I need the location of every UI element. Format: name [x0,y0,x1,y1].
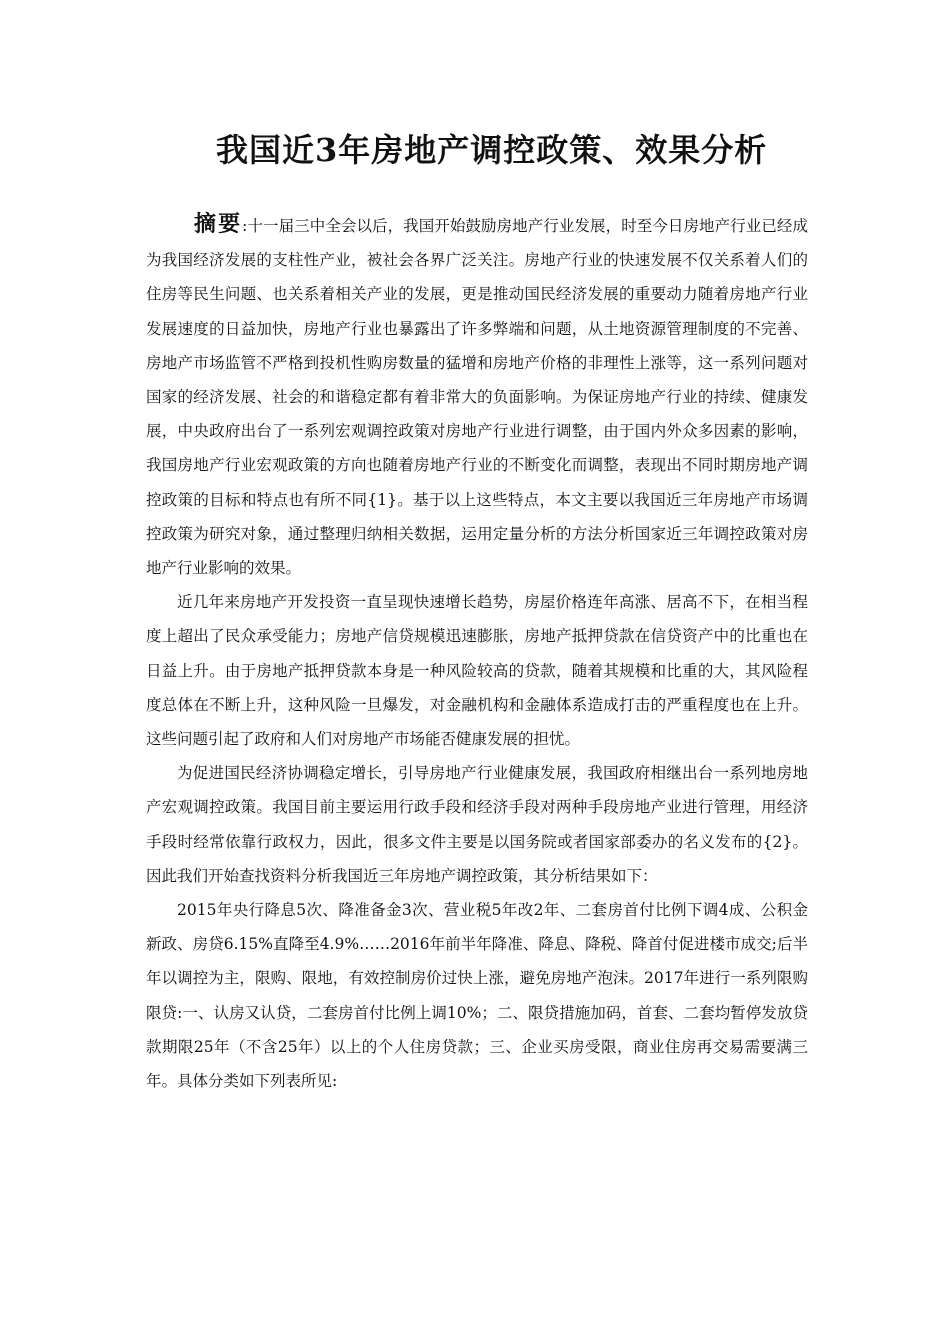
abstract-label: 摘要 [194,211,243,237]
document-body [146,207,808,1098]
body-paragraph-2: 为促进国民经济协调稳定增长，引导房地产行业健康发展，我国政府相继出台一系列地房地产宏观调控政策。我国目前主要运用行政手段和经济手段对两种手段房地产业进行管理，用经济手段时经常依靠行政权力，因此，很多文件主要是以国务院或者国家部委办的名义发布的{2}。因此我们开始查找资料分析我国近三年房地产调控政策，其分析结果如下： [146,764,808,885]
document-title: 我国近3年房地产调控政策、效果分析 [216,131,768,169]
body-paragraph-1: 近几年来房地产开发投资一直呈现快速增长趋势，房屋价格连年高涨、居高不下，在相当程度上超出了民众承受能力；房地产信贷规模迅速膨胀，房地产抵押贷款在信贷资产中的比重也在日益上升。由于房地产抵押贷款本身是一种风险较高的贷款，随着其规模和比重的大，其风险程度总体在不断上升，这种风险一旦爆发，对金融机构和金融体系造成打击的严重程度也在上升。这些问题引起了政府和人们对房地产市场能否健康发展的担忧。 [146,593,808,749]
abstract-text: :十一届三中全会以后，我国开始鼓励房地产行业发展，时至今日房地产行业已经成为我国经济发展的支柱性产业，被社会各界广泛关注。房地产行业的快速发展不仅关系着人们的住房等民生问题、也关系着相关产业的发展，更是推动国民经济发展的重要动力随着房地产行业发展速度的日益加快，房地产行业也暴露出了许多弊端和问题，从土地资源管理制度的不完善、房地产市场监管不严格到投机性购房数量的猛增和房地产价格的非理性上涨等，这一系列问题对国家的经济发展、社会的和谐稳定都有着非常大的负面影响。为保证房地产行业的持续、健康发展，中央政府出台了一系列宏观调控政策对房地产行业进行调整，由于国内外众多因素的影响，我国房地产行业宏观政策的方向也随着房地产行业的不断变化而调整，表现出不同时期房地产调控政策的目标和特点也有所不同{1}。基于以上这些特点，本文主要以我国近三年房地产市场调控政策为研究对象，通过整理归纳相关数据，运用定量分析的方法分析国家近三年调控政策对房地产行业影响的效果。 [146,217,808,578]
abstract-paragraph [146,207,808,585]
body-paragraph-3: 2015年央行降息5次、降准备金3次、营业税5年改2年、二套房首付比例下调4成、公积金新政、房贷6.15%直降至4.9%……2016年前半年降准、降息、降税、降首付促进楼市成交;后半年以调控为主，限购、限地，有效控制房价过快上涨，避免房地产泡沫。2017年进行一系列限购限贷:一、认房又认贷，二套房首付比例上调10%；二、限贷措施加码，首套、二套均暂停发放贷款期限25年（不含25年）以上的个人住房贷款；三、企业买房受限，商业住房再交易需要满三年。具体分类如下列表所见: [146,901,808,1091]
